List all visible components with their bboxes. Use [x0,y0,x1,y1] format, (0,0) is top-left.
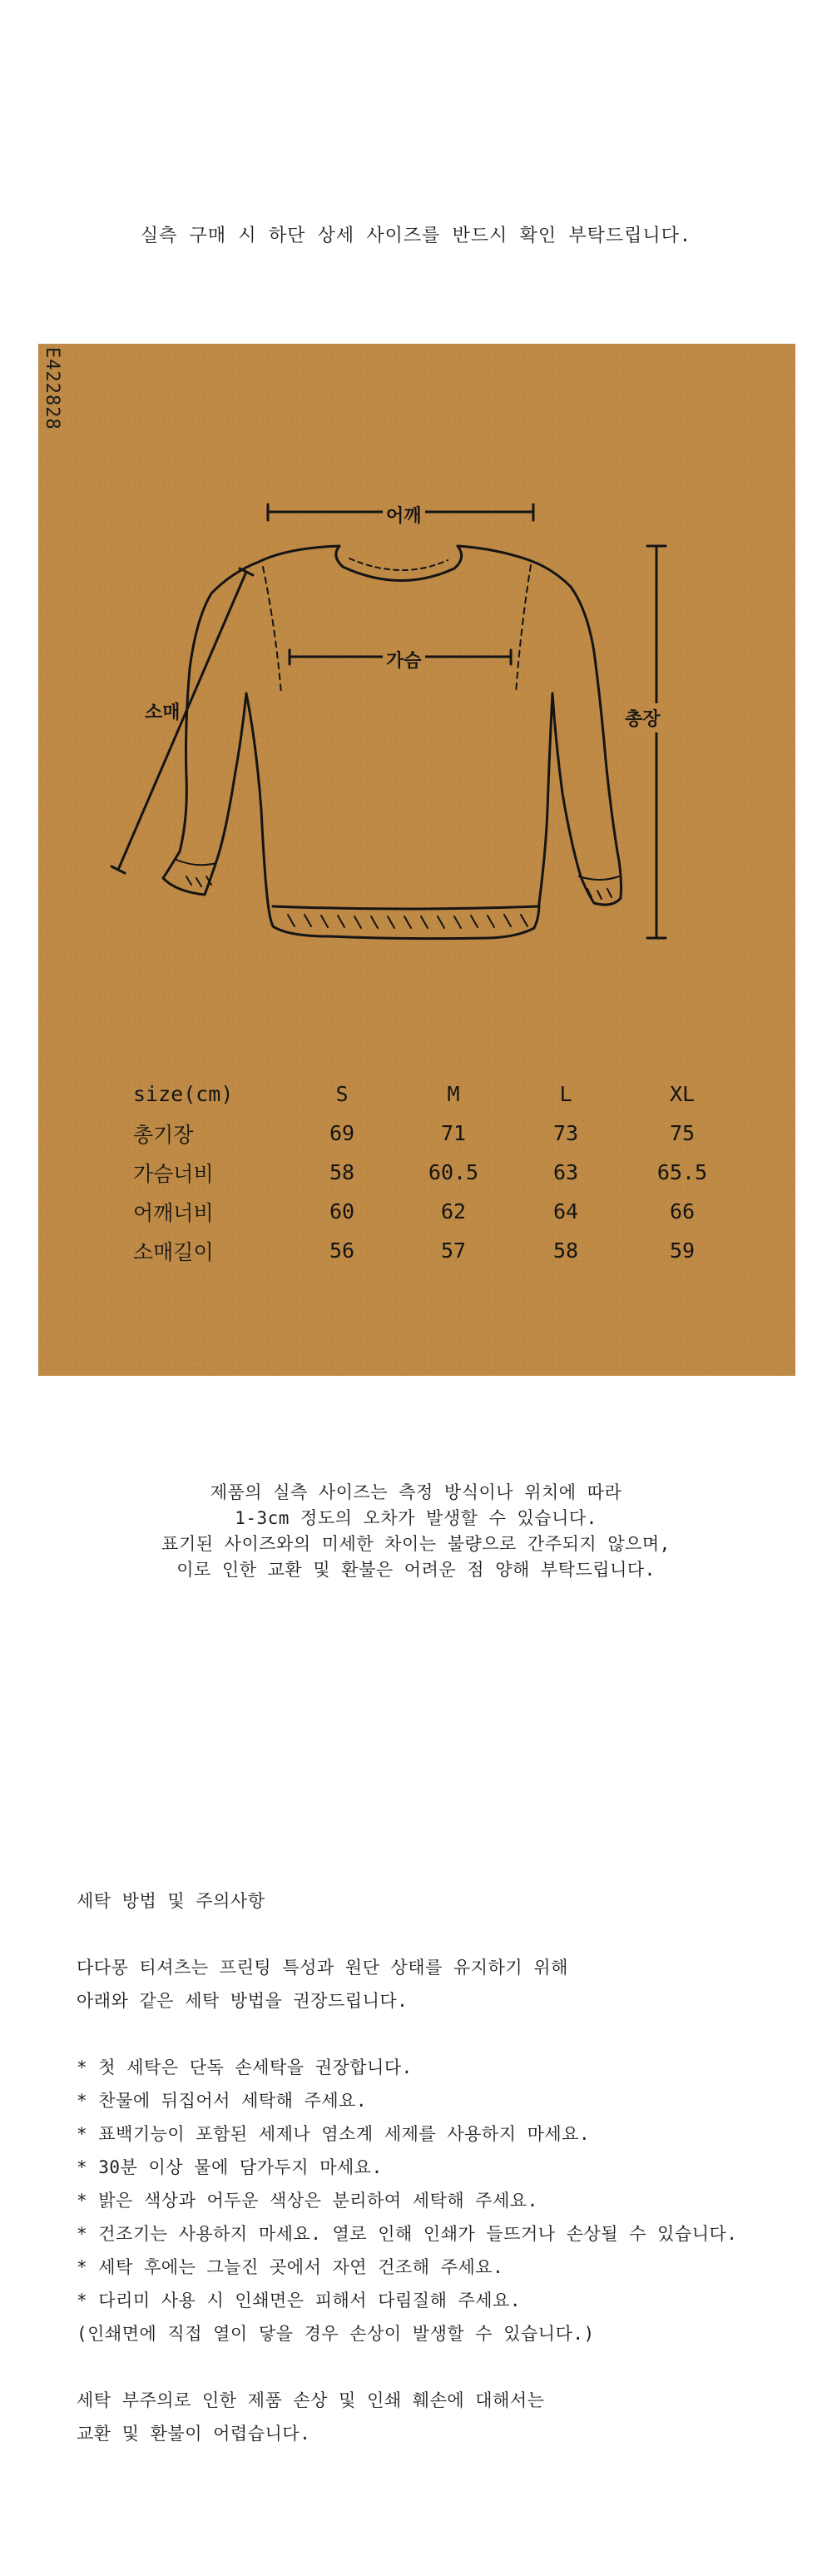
table-cell: 60 [329,1199,355,1223]
table-header-cell: L [559,1082,572,1106]
measurement-notice-line: 1-3cm 정도의 오차가 발생할 수 있습니다. [235,1508,597,1528]
care-item: * 건조기는 사용하지 마세요. 열로 인해 인쇄가 들뜨거나 손상될 수 있습니다. [77,2224,738,2244]
table-cell: 63 [552,1160,579,1184]
table-cell: 57 [440,1238,467,1263]
table-header-cell: S [335,1082,349,1106]
size-table [133,1075,749,1270]
sleeve-label: 소매 [145,702,181,723]
size-check-notice: 실측 구매 시 하단 상세 사이즈를 반드시 확인 부탁드립니다. [140,226,692,246]
table-row [133,1231,749,1270]
table-cell: 66 [669,1199,696,1223]
table-cell: 64 [552,1199,579,1223]
table-cell: 58 [329,1160,355,1184]
table-row [133,1153,749,1192]
table-cell: 62 [440,1199,467,1223]
table-header-cell: XL [669,1082,696,1106]
measurement-notice-line: 이로 인한 교환 및 환불은 어려운 점 양해 부탁드립니다. [176,1560,656,1580]
care-item: (인쇄면에 직접 열이 닿을 경우 손상이 발생할 수 있습니다.) [77,2324,595,2344]
sleeve-dimension-line [111,568,253,873]
care-intro-line: 다다몽 티셔츠는 프린팅 특성과 원단 상태를 유지하기 위해 [77,1958,568,1978]
table-cell: 69 [329,1121,355,1145]
table-cell: 가슴너비 [133,1161,214,1186]
measurement-notice [0,1480,832,1583]
product-code-stamp: E422828 [42,347,62,430]
care-item: * 찬물에 뒤집어서 세탁해 주세요. [77,2091,368,2111]
length-label: 총장 [625,703,661,732]
care-item: * 다리미 사용 시 인쇄면은 피해서 다림질해 주세요. [77,2291,522,2310]
table-cell: 73 [552,1121,579,1145]
table-cell: 75 [669,1121,696,1145]
shoulder-label: 어깨 [383,502,425,528]
care-item: * 30분 이상 물에 담가두지 마세요. [77,2157,383,2177]
care-intro-line: 아래와 같은 세탁 방법을 권장드립니다. [77,1991,409,2011]
table-header-cell: size(cm) [133,1082,234,1106]
care-outro-line: 세탁 부주의로 인한 제품 손상 및 인쇄 훼손에 대해서는 [77,2390,545,2410]
care-item: * 세탁 후에는 그늘진 곳에서 자연 건조해 주세요. [77,2257,504,2277]
size-table-header [133,1075,749,1114]
sweatshirt-collar [336,546,462,581]
table-cell: 65.5 [656,1160,708,1184]
table-cell: 56 [329,1238,355,1263]
table-cell: 60.5 [428,1160,479,1184]
table-header-cell: M [447,1082,460,1106]
measurement-notice-line: 제품의 실측 사이즈는 측정 방식이나 위치에 따라 [210,1482,622,1502]
table-cell: 58 [552,1238,579,1263]
care-item: * 표백기능이 포함된 세제나 염소계 세제를 사용하지 마세요. [77,2124,591,2144]
chest-label: 가슴 [383,647,425,673]
table-row [133,1114,749,1153]
table-cell: 어깨너비 [133,1200,214,1225]
table-cell: 71 [440,1121,467,1145]
care-outro-line: 교환 및 환불이 어렵습니다. [77,2424,311,2444]
size-chart-panel [38,344,795,1376]
length-dimension-line [647,546,666,938]
care-item: * 밝은 색상과 어두운 색상은 분리하여 세탁해 주세요. [77,2191,538,2211]
care-title: 세탁 방법 및 주의사항 [77,1891,265,1911]
care-instructions [77,1884,809,2450]
table-cell: 59 [669,1238,696,1263]
table-cell: 소매길이 [133,1239,214,1264]
care-item: * 첫 세탁은 단독 손세탁을 권장합니다. [77,2057,413,2077]
measurement-notice-line: 표기된 사이즈와의 미세한 차이는 불량으로 간주되지 않으며, [161,1534,671,1554]
table-row [133,1192,749,1231]
table-cell: 총기장 [133,1122,194,1147]
